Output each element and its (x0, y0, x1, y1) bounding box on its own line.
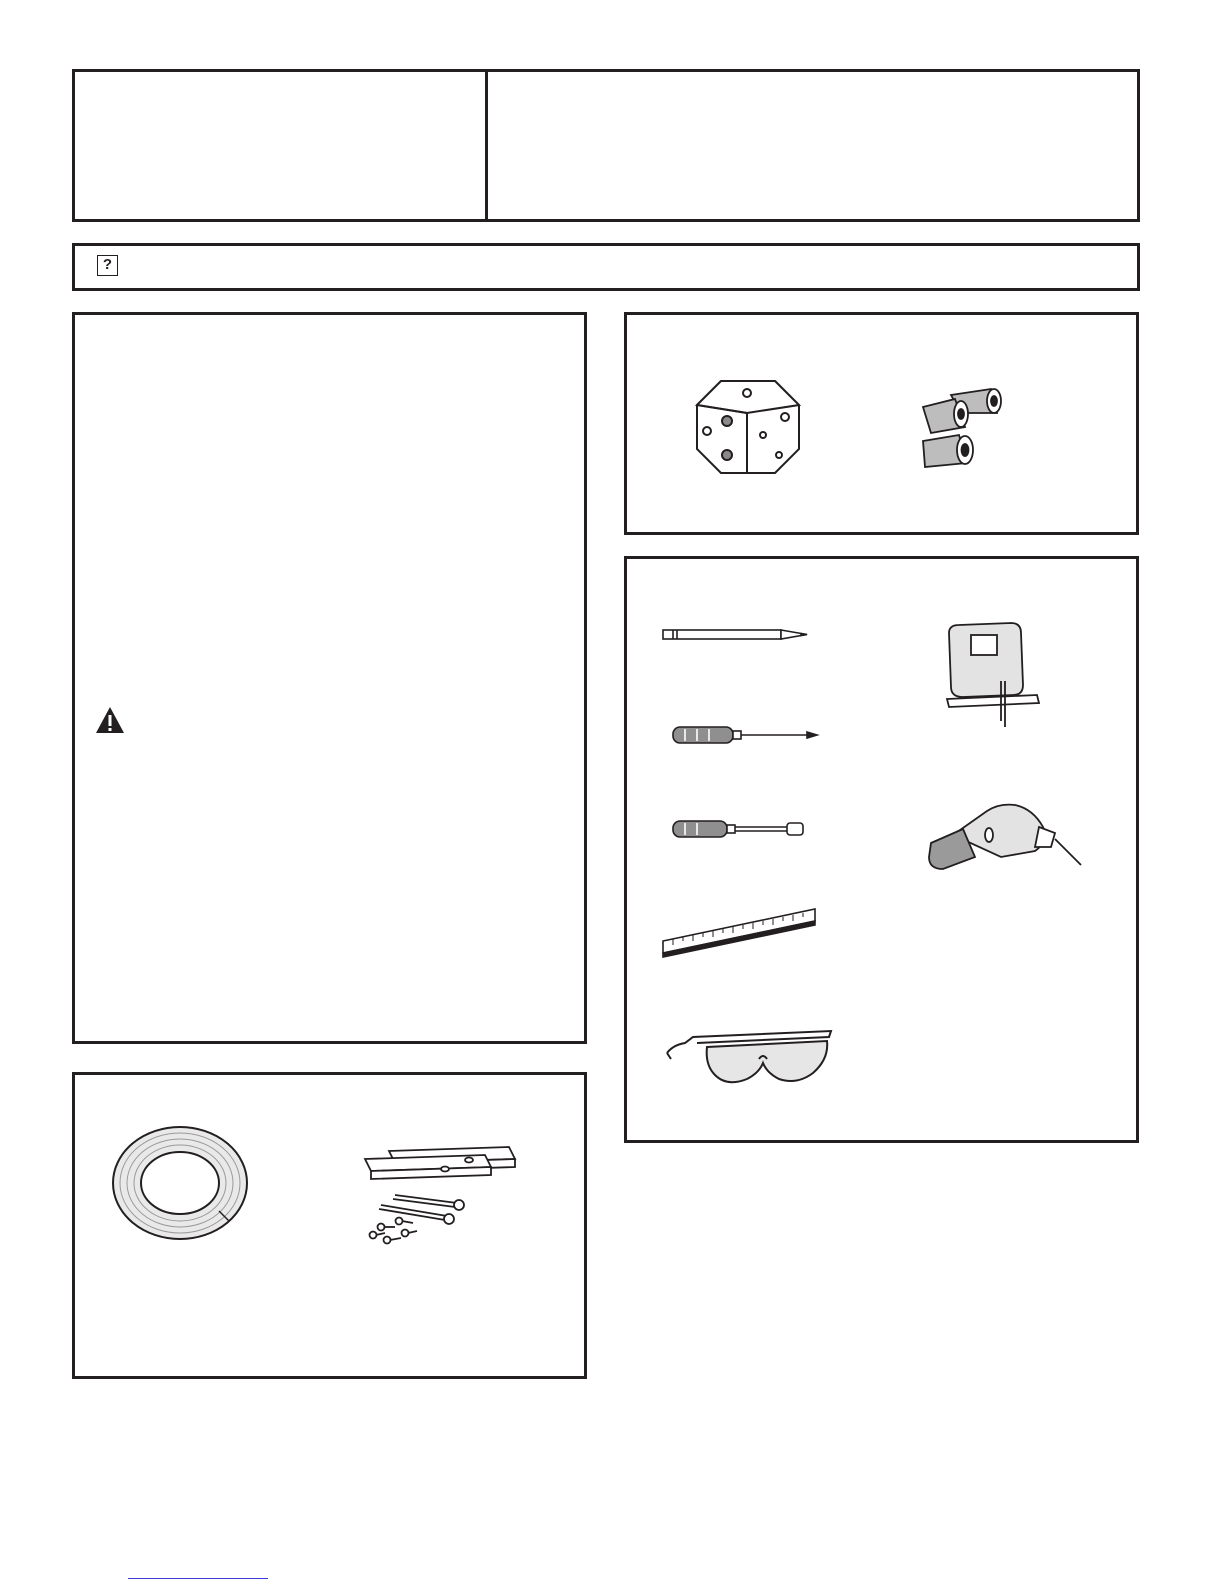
header-divider (485, 69, 488, 222)
question-bar (72, 243, 1140, 291)
phillips-screwdriver-icon (669, 723, 819, 747)
header-box (72, 69, 1140, 222)
drill-icon (923, 799, 1085, 877)
question-mark-icon: ? (97, 255, 118, 276)
warning-triangle-icon (95, 706, 125, 734)
pencil-icon (661, 627, 811, 643)
tools-needed-panel (624, 556, 1139, 1143)
footer-link-underline[interactable] (128, 1578, 268, 1579)
mounting-brackets-and-screws-icon (359, 1143, 527, 1251)
materials-needed-panel (624, 312, 1139, 535)
nut-driver-icon (669, 817, 809, 841)
jigsaw-icon (941, 621, 1051, 733)
junction-box-icon (693, 373, 803, 483)
wire-nuts-icon (917, 387, 1007, 479)
parts-included-panel (72, 1072, 587, 1379)
safety-glasses-icon (663, 1023, 835, 1093)
ruler-icon (659, 901, 819, 965)
instructions-panel (72, 312, 587, 1044)
wire-coil-icon (109, 1123, 251, 1243)
